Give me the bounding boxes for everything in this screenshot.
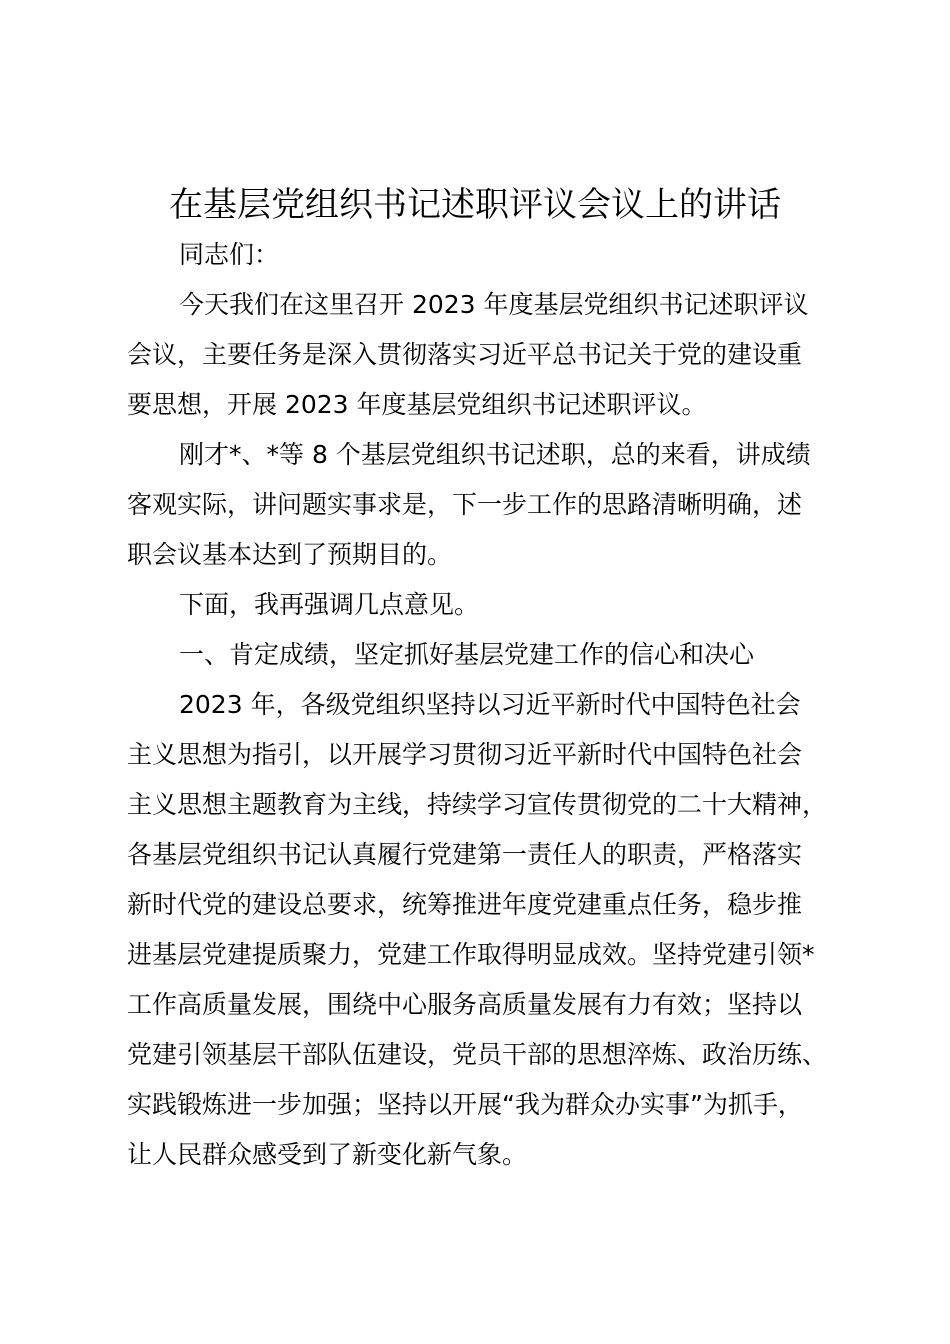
section-heading: 一、肯定成绩，坚定抓好基层党建工作的信心和决心	[179, 640, 755, 669]
paragraph-opening	[127, 280, 837, 430]
paragraph-line: 各基层党组织书记认真履行党建第一责任人的职责，严格落实	[127, 840, 803, 869]
paragraph-transition	[127, 580, 837, 630]
paragraph-line: 主义思想为指引，以开展学习贯彻习近平新时代中国特色社会	[127, 740, 803, 769]
paragraph-line: 党建引领基层干部队伍建设，党员干部的思想淬炼、政治历练、	[127, 1040, 828, 1069]
paragraph-line: 要思想，开展 2023 年度基层党组织书记述职评议。	[127, 390, 707, 419]
paragraph-review	[127, 430, 837, 580]
salutation: 同志们：	[179, 240, 280, 269]
paragraph-line: 实践锻炼进一步加强；坚持以开展“我为群众办实事”为抓手，	[127, 1090, 803, 1119]
paragraph-achievements	[127, 680, 837, 1180]
paragraph-line: 会议，主要任务是深入贯彻落实习近平总书记关于党的建设重	[127, 340, 803, 369]
paragraph-line: 工作高质量发展，围绕中心服务高质量发展有力有效；坚持以	[127, 990, 803, 1019]
paragraph-line: 下面，我再强调几点意见。	[179, 590, 480, 619]
paragraph-line: 客观实际，讲问题实事求是，下一步工作的思路清晰明确，述	[127, 490, 803, 519]
paragraph-line: 主义思想主题教育为主线，持续学习宣传贯彻党的二十大精神，	[127, 790, 828, 819]
paragraph-line: 新时代党的建设总要求，统筹推进年度党建重点任务，稳步推	[127, 890, 803, 919]
paragraph-line: 今天我们在这里召开 2023 年度基层党组织书记述职评议	[179, 290, 809, 319]
paragraph-line: 让人民群众感受到了新变化新气象。	[127, 1140, 528, 1169]
document-body	[127, 230, 837, 1180]
section-heading-1	[127, 630, 837, 680]
paragraph-line: 进基层党建提质聚力，党建工作取得明显成效。坚持党建引领*	[127, 940, 815, 969]
paragraph-line: 刚才*、*等 8 个基层党组织书记述职，总的来看，讲成绩	[179, 440, 811, 469]
paragraph-line: 职会议基本达到了预期目的。	[127, 540, 453, 569]
paragraph-line: 2023 年，各级党组织坚持以习近平新时代中国特色社会	[179, 690, 801, 719]
document-title: 在基层党组织书记述职评议会议上的讲话	[169, 185, 781, 225]
